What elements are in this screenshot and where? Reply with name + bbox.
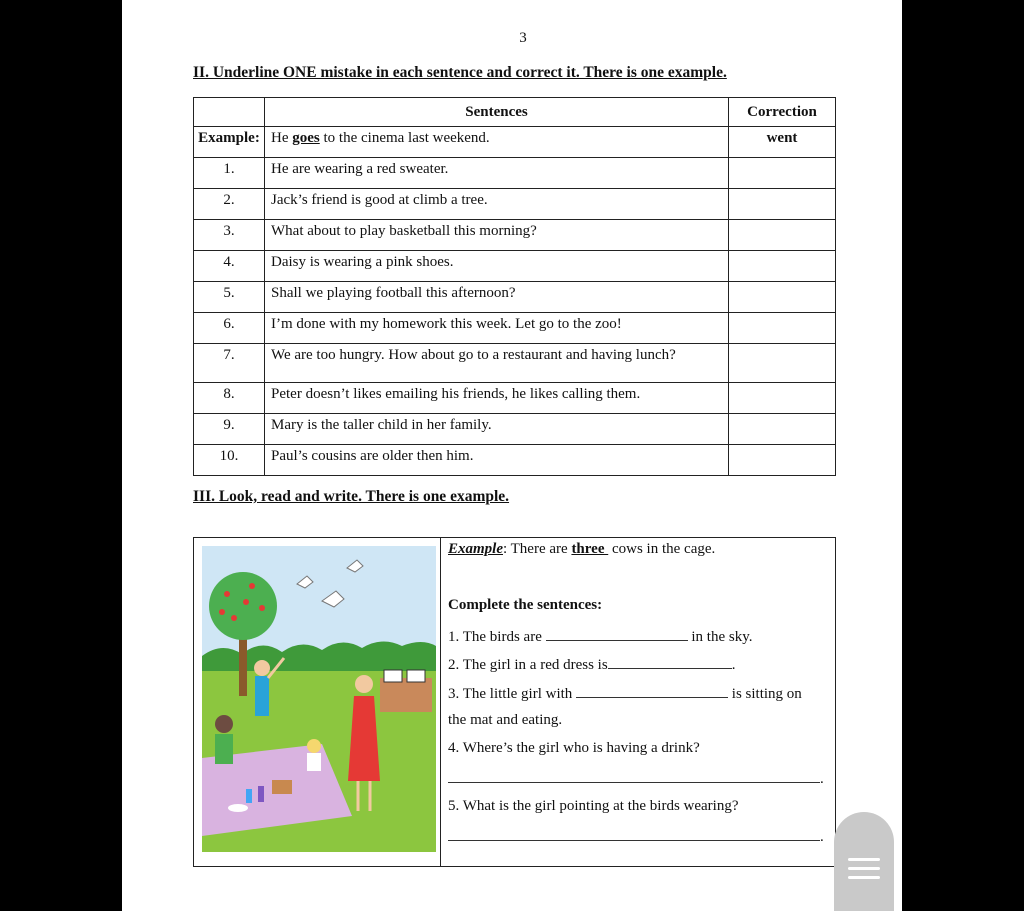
example-label: Example: [194, 127, 265, 158]
table-row-example [194, 127, 836, 158]
picnic-illustration [202, 546, 436, 852]
row-number: 7. [194, 344, 265, 383]
table-row [194, 445, 836, 476]
row-sentence: He are wearing a red sweater. [265, 158, 729, 189]
correction-cell[interactable] [729, 445, 836, 476]
example-label: Example [448, 541, 503, 557]
correction-cell[interactable] [729, 344, 836, 383]
q4-blank[interactable] [448, 768, 820, 783]
row-number: 5. [194, 282, 265, 313]
q2-blank[interactable] [608, 654, 732, 669]
q5-answer-line [448, 826, 824, 846]
correction-cell[interactable] [729, 220, 836, 251]
section-3-title: III. Look, read and write. There is one example. [193, 488, 510, 505]
worksheet-page [122, 0, 902, 911]
table-row [194, 344, 836, 383]
q3-text: 3. The little girl with [448, 686, 577, 702]
table-row [194, 313, 836, 344]
row-sentence: What about to play basketball this morning? [265, 220, 729, 251]
correction-cell[interactable] [729, 282, 836, 313]
question-1 [448, 626, 752, 646]
example-rest: cows in the cage. [608, 541, 716, 557]
q5-blank[interactable] [448, 826, 820, 841]
question-5: 5. What is the girl pointing at the birds wearing? [448, 798, 739, 814]
header-sentences: Sentences [265, 98, 729, 127]
correction-cell[interactable] [729, 189, 836, 220]
correction-cell[interactable] [729, 313, 836, 344]
look-read-write-box [193, 537, 836, 867]
question-3 [448, 683, 802, 703]
q2-after: . [731, 657, 736, 673]
example-answer: three [571, 541, 605, 557]
table-row [194, 158, 836, 189]
example-sentence [265, 127, 729, 158]
q4-end: . [820, 771, 824, 787]
box-divider [440, 538, 441, 866]
example-mistake: goes [292, 130, 320, 146]
correction-cell[interactable] [729, 158, 836, 189]
correction-cell[interactable] [729, 383, 836, 414]
row-number: 9. [194, 414, 265, 445]
row-sentence: Paul’s cousins are older then him. [265, 445, 729, 476]
table-row [194, 414, 836, 445]
q2-text: 2. The girl in a red dress is [448, 657, 608, 673]
handle-grip-icon [848, 858, 880, 861]
page-number: 3 [519, 30, 527, 46]
correction-cell[interactable] [729, 251, 836, 282]
header-correction: Correction [729, 98, 836, 127]
table-row [194, 251, 836, 282]
row-number: 6. [194, 313, 265, 344]
row-number: 8. [194, 383, 265, 414]
example-before: He [271, 130, 293, 146]
complete-title: Complete the sentences: [448, 597, 603, 613]
q5-end: . [820, 829, 824, 845]
girl-drinking [215, 715, 233, 764]
question-2 [448, 654, 735, 674]
row-sentence: We are too hungry. How about go to a restaurant and having lunch? [265, 344, 729, 383]
scroll-handle[interactable] [834, 812, 894, 911]
q1-after: in the sky. [687, 629, 753, 645]
q3-after: is sitting on [728, 686, 802, 702]
row-number: 10. [194, 445, 265, 476]
question-4: 4. Where’s the girl who is having a drink? [448, 740, 700, 756]
table-row [194, 220, 836, 251]
q3-continued: the mat and eating. [448, 712, 563, 728]
header-number [194, 98, 265, 127]
table-row [194, 383, 836, 414]
example-line [448, 541, 715, 558]
q3-blank[interactable] [576, 683, 728, 698]
row-sentence: Jack’s friend is good at climb a tree. [265, 189, 729, 220]
example-after: to the cinema last weekend. [319, 130, 490, 146]
example-correction: went [729, 127, 836, 158]
row-sentence: Shall we playing football this afternoon? [265, 282, 729, 313]
row-sentence: Daisy is wearing a pink shoes. [265, 251, 729, 282]
row-number: 3. [194, 220, 265, 251]
row-number: 4. [194, 251, 265, 282]
q4-answer-line [448, 768, 824, 788]
correction-cell[interactable] [729, 414, 836, 445]
table-row [194, 282, 836, 313]
little-girl [307, 739, 321, 771]
row-number: 1. [194, 158, 265, 189]
q1-blank[interactable] [546, 626, 688, 641]
mistakes-table [193, 97, 836, 476]
handle-grip-icon [848, 876, 880, 879]
table-header-row [194, 98, 836, 127]
row-sentence: Peter doesn’t likes emailing his friends, he likes calling them. [265, 383, 729, 414]
table-row [194, 189, 836, 220]
handle-grip-icon [848, 867, 880, 870]
example-text: : There are [503, 541, 572, 557]
row-number: 2. [194, 189, 265, 220]
q1-text: 1. The birds are [448, 629, 546, 645]
section-2-title: II. Underline ONE mistake in each sentence and correct it. There is one example. [193, 64, 727, 81]
row-sentence: I’m done with my homework this week. Let go to the zoo! [265, 313, 729, 344]
row-sentence: Mary is the taller child in her family. [265, 414, 729, 445]
